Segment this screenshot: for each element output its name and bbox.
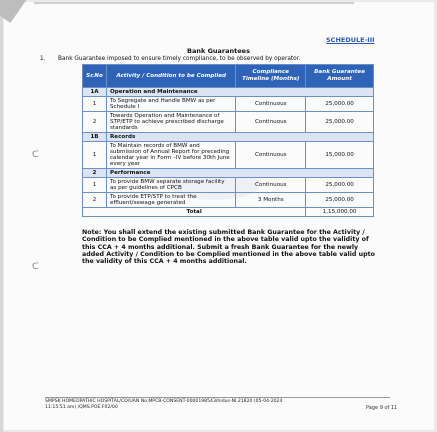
row-timeline: Continuous [236, 178, 306, 193]
table-row [83, 112, 374, 133]
row-number: 1 [83, 142, 107, 169]
row-timeline: Continuous [236, 97, 306, 112]
margin-mark: ᑕ [32, 262, 39, 272]
page-number: Page 9 of 11 [366, 405, 398, 411]
page-title: Bank Guarantees [187, 47, 250, 55]
row-number: 1 [83, 178, 107, 193]
section-number: 1A [83, 88, 107, 97]
row-number: 1 [83, 97, 107, 112]
header-srno: Sr.No [83, 65, 107, 88]
page-top-edge [34, 2, 354, 4]
table-section-row [83, 133, 374, 142]
page-left-edge [0, 0, 3, 432]
table-section-row [83, 169, 374, 178]
total-label: Total [83, 208, 306, 217]
row-activity: To Segregate and Handle BMW as per Schedule I [106, 97, 235, 112]
intro-text: Bank Guarantee imposed to ensure timely compliance, to be observed by operator. [58, 56, 301, 62]
table-row [83, 142, 374, 169]
row-amount: 25,000.00 [306, 112, 374, 133]
row-activity: To provide BMW separate storage facility as per guidelines of CPCB [106, 178, 235, 193]
section-title: Operation and Maintenance [106, 88, 373, 97]
row-timeline: Continuous [236, 112, 306, 133]
footer-rule [45, 397, 390, 398]
header-timeline: Compliance Timeline (Months) [236, 65, 306, 88]
row-number: 2 [83, 193, 107, 208]
header-activity: Activity / Condition to be Complied [106, 65, 235, 88]
total-amount: 1,15,000.00 [306, 208, 374, 217]
table-row [83, 193, 374, 208]
footer-line-2: 11:15:51 am) /QMS.POE.F02/00 [45, 405, 118, 410]
section-number: 2 [83, 169, 107, 178]
row-number: 2 [83, 112, 107, 133]
table-total-row [83, 208, 374, 217]
footer-text [45, 399, 282, 411]
header-amount: Bank Guarantee Amount [306, 65, 374, 88]
schedule-label: SCHEDULE-III [326, 36, 375, 44]
bank-guarantee-table [82, 64, 374, 217]
table-row [83, 97, 374, 112]
section-title: Records [106, 133, 373, 142]
footer-line-1: SMPSK HOMEOPATHIC HOSPITAL/CO/UAN No.MPCB-CONSENT-0000198543/Indus-NI.21820 (05-04-2024 [45, 399, 283, 404]
row-timeline: Continuous [236, 142, 306, 169]
row-activity: To Maintain records of BMW and submission of Annual Report for preceding calendar year in Form –IV before 30th June every year [106, 142, 235, 169]
table-section-row [83, 88, 374, 97]
row-amount: 25,000.00 [306, 193, 374, 208]
row-activity: To provide ETP/STP to treat the effluent/sewage generated [106, 193, 235, 208]
row-activity: Towards Operation and Maintenance of STP/ETP to achieve prescribed discharge standards [106, 112, 235, 133]
row-amount: 25,000.00 [306, 97, 374, 112]
table-header-row [83, 65, 374, 88]
row-amount: 15,000.00 [306, 142, 374, 169]
section-title: Performance [106, 169, 373, 178]
table-row [83, 178, 374, 193]
intro-number: 1. [40, 56, 46, 62]
intro-paragraph [40, 56, 301, 62]
row-amount: 25,000.00 [306, 178, 374, 193]
row-timeline: 3 Months [236, 193, 306, 208]
margin-mark: ᑕ [32, 150, 39, 160]
note-paragraph: Note: You shall extend the existing submitted Bank Guarantee for the Activity / Condition to be Complied mentioned in the above table valid upto the validity of this CCA + 4 months additional. Submit a fresh Bank Guarantee for the newly added Activity / Condition to be Complied mentioned in the above table valid upto the validity of this CCA + 4 months additional. [82, 229, 375, 266]
section-number: 1B [83, 133, 107, 142]
